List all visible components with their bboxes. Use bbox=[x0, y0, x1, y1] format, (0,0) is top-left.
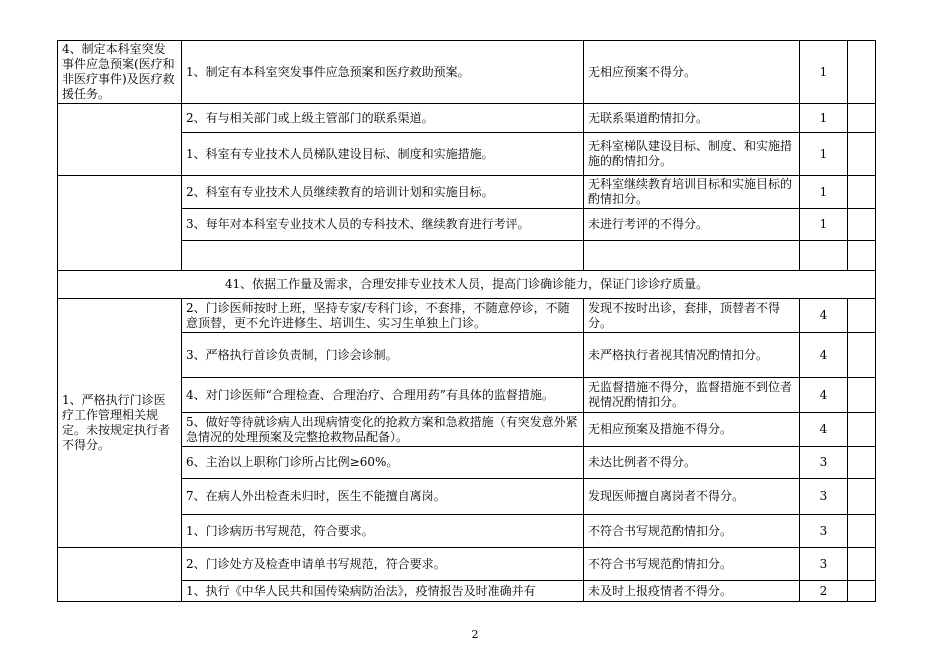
deduction-cell: 发现不按时出诊，套排，顶替者不得分。 bbox=[584, 299, 800, 333]
score-cell: 1 bbox=[800, 209, 848, 241]
table-row bbox=[58, 299, 876, 333]
section-heading: 41、依据工作量及需求，合理安排专业技术人员，提高门诊确诊能力，保证门诊诊疗质量。 bbox=[58, 271, 876, 299]
deduction-cell: 不符合书写规范酌情扣分。 bbox=[584, 548, 800, 581]
deduction-cell: 未进行考评的不得分。 bbox=[584, 209, 800, 241]
item-cell: 2、门诊医师按时上班，坚持专家/专科门诊，不套排，不随意停诊，不随意顶替，更不允许进修生、培训生、实习生单独上门诊。 bbox=[182, 299, 584, 333]
table-row bbox=[58, 548, 876, 581]
item-cell: 3、严格执行首诊负责制，门诊会诊制。 bbox=[182, 333, 584, 378]
category-cell-empty bbox=[58, 176, 182, 271]
deduction-cell: 无相应预案及措施不得分。 bbox=[584, 413, 800, 447]
deduction-cell: 无相应预案不得分。 bbox=[584, 41, 800, 104]
table-row bbox=[58, 176, 876, 209]
score-cell: 4 bbox=[800, 299, 848, 333]
item-cell: 1、制定有本科室突发事件应急预案和医疗救助预案。 bbox=[182, 41, 584, 104]
blank-cell bbox=[848, 413, 876, 447]
deduction-cell: 未严格执行者视其情况酌情扣分。 bbox=[584, 333, 800, 378]
category-cell: 1、严格执行门诊医疗工作管理相关规定。未按规定执行者不得分。 bbox=[58, 299, 182, 548]
deduction-cell: 无联系渠道酌情扣分。 bbox=[584, 104, 800, 133]
score-cell: 2 bbox=[800, 581, 848, 602]
score-cell: 4 bbox=[800, 413, 848, 447]
score-cell: 3 bbox=[800, 447, 848, 479]
section-row bbox=[58, 271, 876, 299]
blank-cell bbox=[848, 209, 876, 241]
score-cell: 4 bbox=[800, 333, 848, 378]
item-cell: 2、门诊处方及检查申请单书写规范，符合要求。 bbox=[182, 548, 584, 581]
deduction-cell: 不符合书写规范酌情扣分。 bbox=[584, 515, 800, 548]
blank-cell bbox=[848, 104, 876, 133]
evaluation-table bbox=[57, 40, 876, 602]
category-cell: 4、制定本科室突发事件应急预案(医疗和非医疗事件)及医疗救援任务。 bbox=[58, 41, 182, 104]
blank-cell bbox=[848, 447, 876, 479]
item-cell: 4、对门诊医师“合理检查、合理治疗、合理用药”有具体的监督措施。 bbox=[182, 378, 584, 413]
item-cell-empty bbox=[182, 241, 584, 271]
blank-cell bbox=[848, 548, 876, 581]
page-number: 2 bbox=[471, 628, 479, 641]
score-cell: 3 bbox=[800, 548, 848, 581]
table-row bbox=[58, 41, 876, 104]
blank-cell bbox=[848, 581, 876, 602]
score-cell: 1 bbox=[800, 104, 848, 133]
category-cell-empty bbox=[58, 104, 182, 176]
blank-cell bbox=[848, 378, 876, 413]
score-cell: 3 bbox=[800, 479, 848, 515]
item-cell: 1、科室有专业技术人员梯队建设目标、制度和实施措施。 bbox=[182, 133, 584, 176]
deduction-cell: 无科室继续教育培训目标和实施目标的酌情扣分。 bbox=[584, 176, 800, 209]
item-cell: 2、有与相关部门或上级主管部门的联系渠道。 bbox=[182, 104, 584, 133]
blank-cell bbox=[848, 133, 876, 176]
blank-cell bbox=[848, 479, 876, 515]
score-cell: 3 bbox=[800, 515, 848, 548]
deduction-cell: 未及时上报疫情者不得分。 bbox=[584, 581, 800, 602]
item-cell: 5、做好等待就诊病人出现病情变化的抢救方案和急救措施（有突发意外紧急情况的处理预案及完整抢救物品配备）。 bbox=[182, 413, 584, 447]
blank-cell bbox=[848, 515, 876, 548]
score-cell-empty bbox=[800, 241, 848, 271]
score-cell: 4 bbox=[800, 378, 848, 413]
item-cell: 3、每年对本科室专业技术人员的专科技术、继续教育进行考评。 bbox=[182, 209, 584, 241]
blank-cell bbox=[848, 299, 876, 333]
category-cell-empty bbox=[58, 548, 182, 602]
deduction-cell-empty bbox=[584, 241, 800, 271]
item-cell: 7、在病人外出检查未归时，医生不能擅自离岗。 bbox=[182, 479, 584, 515]
deduction-cell: 发现医师擅自离岗者不得分。 bbox=[584, 479, 800, 515]
blank-cell bbox=[848, 241, 876, 271]
item-cell: 1、门诊病历书写规范，符合要求。 bbox=[182, 515, 584, 548]
deduction-cell: 无监督措施不得分，监督措施不到位者视情况酌情扣分。 bbox=[584, 378, 800, 413]
deduction-cell: 无科室梯队建设目标、制度、和实施措施的酌情扣分。 bbox=[584, 133, 800, 176]
table-row bbox=[58, 104, 876, 133]
blank-cell bbox=[848, 41, 876, 104]
item-cell: 1、执行《中华人民共和国传染病防治法》，疫情报告及时准确并有 bbox=[182, 581, 584, 602]
item-cell: 6、主治以上职称门诊所占比例≥60%。 bbox=[182, 447, 584, 479]
item-cell: 2、科室有专业技术人员继续教育的培训计划和实施目标。 bbox=[182, 176, 584, 209]
blank-cell bbox=[848, 333, 876, 378]
score-cell: 1 bbox=[800, 133, 848, 176]
deduction-cell: 未达比例者不得分。 bbox=[584, 447, 800, 479]
score-cell: 1 bbox=[800, 176, 848, 209]
score-cell: 1 bbox=[800, 41, 848, 104]
blank-cell bbox=[848, 176, 876, 209]
